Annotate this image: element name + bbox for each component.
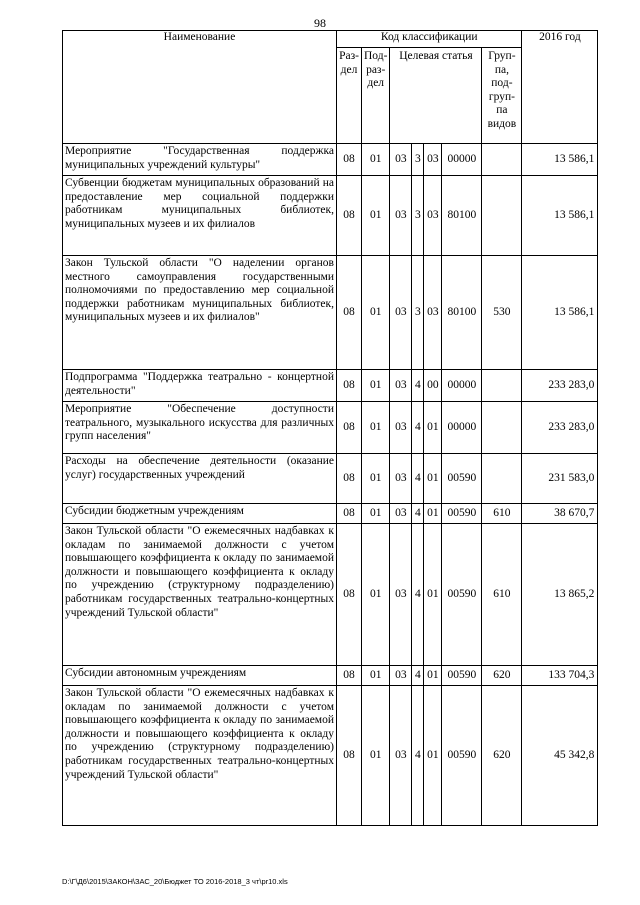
row-subprogram: 3 — [412, 256, 424, 370]
row-subprogram: 3 — [412, 176, 424, 256]
row-direction: 00000 — [442, 144, 482, 176]
row-amount: 13 586,1 — [522, 144, 598, 176]
row-direction: 00590 — [442, 686, 482, 826]
row-direction: 00000 — [442, 402, 482, 454]
row-section: 08 — [337, 144, 362, 176]
row-amount: 233 283,0 — [522, 402, 598, 454]
row-measure: 01 — [424, 454, 442, 504]
row-name: Закон Тульской области "О ежемесячных надбавках к окладам по занимаемой должности с учетом повышающего коэффициента к окладу по занимаемой должности и повышающего коэффициента к окладу по учреждению (структурному подразделению) работникам государственных театрально-концертных учреждений Тульской области" — [63, 524, 337, 666]
row-subprogram: 4 — [412, 666, 424, 686]
row-section: 08 — [337, 524, 362, 666]
header-classification: Код классификации — [337, 31, 522, 48]
row-name: Мероприятие "Обеспечение доступности театрального, музыкального искусства для различных групп населения" — [63, 402, 337, 454]
row-direction: 80100 — [442, 256, 482, 370]
table-row — [63, 176, 598, 256]
row-measure: 03 — [424, 176, 442, 256]
row-direction: 00590 — [442, 666, 482, 686]
row-subprogram: 4 — [412, 504, 424, 524]
row-name: Субсидии автономным учреждениям — [63, 666, 337, 686]
row-section: 08 — [337, 504, 362, 524]
row-subsection: 01 — [362, 402, 390, 454]
table-row — [63, 504, 598, 524]
row-expense-group: 620 — [482, 666, 522, 686]
header-year: 2016 год — [522, 31, 598, 144]
row-direction: 80100 — [442, 176, 482, 256]
row-direction: 00000 — [442, 370, 482, 402]
row-expense-group: 530 — [482, 256, 522, 370]
table-row — [63, 666, 598, 686]
row-subsection: 01 — [362, 144, 390, 176]
row-name: Субсидии бюджетным учреждениям — [63, 504, 337, 524]
header-name: Наименование — [63, 31, 337, 144]
row-subsection: 01 — [362, 176, 390, 256]
row-expense-group — [482, 454, 522, 504]
row-amount: 231 583,0 — [522, 454, 598, 504]
row-measure: 03 — [424, 256, 442, 370]
row-program: 03 — [390, 370, 412, 402]
row-program: 03 — [390, 504, 412, 524]
row-subprogram: 4 — [412, 370, 424, 402]
header-expense-group: Груп-па, под-груп-па видов — [482, 48, 522, 144]
table-row — [63, 402, 598, 454]
row-name: Закон Тульской области "О наделении органов местного самоуправления государственными полномочиями по предоставлению мер социальной поддержки работникам муниципальных библиотек, муниципальных музеев и их филиалов" — [63, 256, 337, 370]
row-amount: 133 704,3 — [522, 666, 598, 686]
row-section: 08 — [337, 402, 362, 454]
row-expense-group: 610 — [482, 504, 522, 524]
row-name: Расходы на обеспечение деятельности (оказание услуг) государственных учреждений — [63, 454, 337, 504]
row-amount: 13 586,1 — [522, 176, 598, 256]
row-measure: 01 — [424, 524, 442, 666]
table-row — [63, 686, 598, 826]
row-subprogram: 4 — [412, 402, 424, 454]
row-measure: 03 — [424, 144, 442, 176]
row-section: 08 — [337, 666, 362, 686]
row-program: 03 — [390, 256, 412, 370]
row-subsection: 01 — [362, 256, 390, 370]
row-direction: 00590 — [442, 454, 482, 504]
row-program: 03 — [390, 402, 412, 454]
page-number: 98 — [314, 16, 326, 30]
row-program: 03 — [390, 524, 412, 666]
row-amount: 38 670,7 — [522, 504, 598, 524]
row-measure: 00 — [424, 370, 442, 402]
table-row — [63, 370, 598, 402]
row-subsection: 01 — [362, 454, 390, 504]
row-amount: 13 586,1 — [522, 256, 598, 370]
file-path-footer: D:\Г\Д6\2015\ЗАКОН\ЗАС_20\Бюджет ТО 2016-2018_3 чт\pr10.xls — [62, 877, 288, 886]
row-program: 03 — [390, 176, 412, 256]
row-subsection: 01 — [362, 370, 390, 402]
row-program: 03 — [390, 686, 412, 826]
header-target-article: Целевая статья — [390, 48, 482, 144]
row-subsection: 01 — [362, 524, 390, 666]
row-section: 08 — [337, 686, 362, 826]
row-expense-group: 620 — [482, 686, 522, 826]
row-program: 03 — [390, 666, 412, 686]
row-direction: 00590 — [442, 524, 482, 666]
row-name: Мероприятие "Государственная поддержка муниципальных учреждений культуры" — [63, 144, 337, 176]
row-program: 03 — [390, 144, 412, 176]
row-expense-group — [482, 176, 522, 256]
row-section: 08 — [337, 176, 362, 256]
row-subprogram: 4 — [412, 524, 424, 666]
table-row — [63, 454, 598, 504]
row-name: Подпрограмма "Поддержка театрально - концертной деятельности" — [63, 370, 337, 402]
row-section: 08 — [337, 454, 362, 504]
row-subprogram: 3 — [412, 144, 424, 176]
row-subprogram: 4 — [412, 686, 424, 826]
row-section: 08 — [337, 370, 362, 402]
row-amount: 45 342,8 — [522, 686, 598, 826]
row-expense-group — [482, 370, 522, 402]
row-amount: 13 865,2 — [522, 524, 598, 666]
row-measure: 01 — [424, 686, 442, 826]
table-row — [63, 524, 598, 666]
row-measure: 01 — [424, 666, 442, 686]
row-subsection: 01 — [362, 686, 390, 826]
row-subsection: 01 — [362, 504, 390, 524]
row-expense-group: 610 — [482, 524, 522, 666]
header-section: Раз-дел — [337, 48, 362, 144]
row-program: 03 — [390, 454, 412, 504]
row-measure: 01 — [424, 402, 442, 454]
row-measure: 01 — [424, 504, 442, 524]
row-subsection: 01 — [362, 666, 390, 686]
row-expense-group — [482, 402, 522, 454]
table-row — [63, 256, 598, 370]
row-amount: 233 283,0 — [522, 370, 598, 402]
table-row — [63, 144, 598, 176]
row-name: Закон Тульской области "О ежемесячных надбавках к окладам по занимаемой должности с учетом повышающего коэффициента к окладу по занимаемой должности и повышающего коэффициента к окладу по учреждению (структурному подразделению) работникам государственных театрально-концертных учреждений Тульской области" — [63, 686, 337, 826]
row-direction: 00590 — [442, 504, 482, 524]
header-subsection: Под-раз-дел — [362, 48, 390, 144]
row-section: 08 — [337, 256, 362, 370]
row-name: Субвенции бюджетам муниципальных образований на предоставление мер социальной поддержки работникам муниципальных библиотек, муниципальных музеев и их филиалов — [63, 176, 337, 256]
budget-table — [62, 30, 598, 826]
row-subprogram: 4 — [412, 454, 424, 504]
row-expense-group — [482, 144, 522, 176]
